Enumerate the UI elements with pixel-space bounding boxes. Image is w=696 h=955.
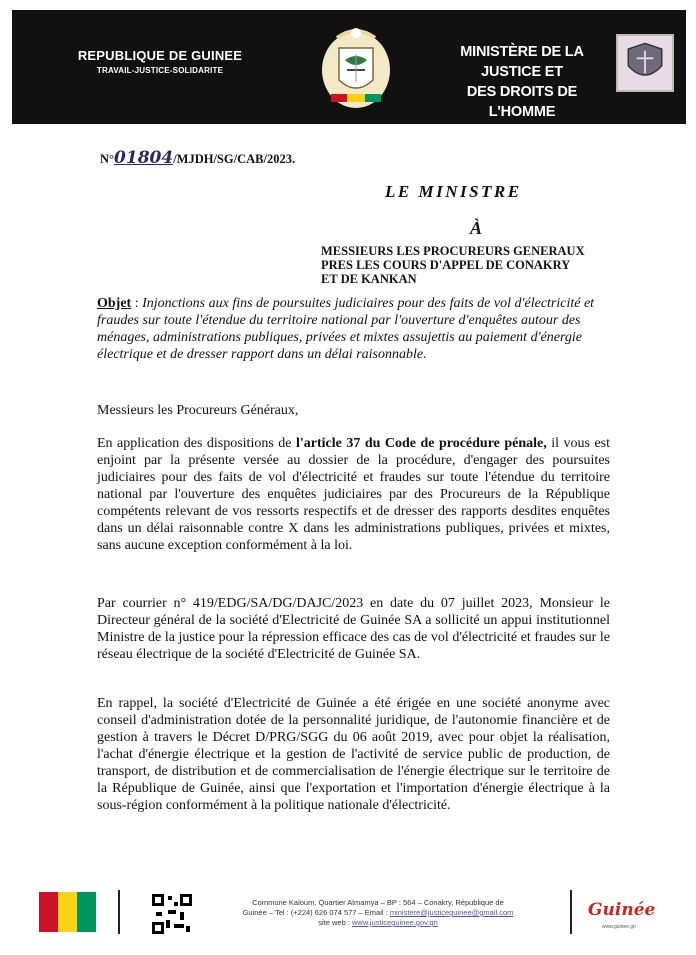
email-link[interactable]: ministere@justiceguinee@gmail.com	[389, 908, 514, 917]
ministry-seal-icon	[616, 34, 674, 92]
subject-label: Objet	[97, 296, 132, 311]
reference-suffix: /MJDH/SG/CAB/2023.	[173, 152, 296, 166]
ministry-name-line2: DES DROITS DE L'HOMME	[466, 84, 578, 120]
paragraph-rappel: En rappel, la société d'Electricité de Guinée a été érigée en une société anonyme avec conseil d'administration dotée de la personnalité juridique, de l'autonomie financière et de gestion à travers le Décret D/PRG/SGG du 06 août 2019, avec pour objet la réalisation, l'achat d'énergie électrique et la gestion de l'activité de service public de production, de transport, de distribution et de commercialisation de l'énergie électrique sur le territoire de la République de Guinée, ainsi que l'exportation et l'importation d'énergie électrique à la sous-région conformément à la politique nationale d'électricité.	[97, 696, 610, 813]
subject-text: Injonctions aux fins de poursuites judiciaires pour des faits de vol d'électricité et fraudes sur toute l'étendue du territoire national par l'ouverture d'enquêtes autour des ménages, administrations publiques, privées et mixtes assujettis au paiement d'énergie électrique et de dresser rapport dans un délai raisonnable.	[97, 296, 595, 362]
recipient-line: ET DE KANKAN	[321, 272, 417, 286]
guinee-brand-logo: Guinée	[588, 900, 656, 920]
reference-number	[100, 148, 295, 168]
paragraph-courrier: Par courrier n° 419/EDG/SA/DG/DAJC/2023 en date du 07 juillet 2023, Monsieur le Directeur général de la société d'Electricité de Guinée SA a sollicité un appui institutionnel Ministre de la justice pour la répression efficace des cas de vol d'électricité et fraudes sur le réseau électrique de la société d'Electricité de Guinée SA.	[97, 596, 610, 662]
flag-stripe-yellow	[58, 892, 77, 932]
qr-code-icon	[152, 894, 192, 934]
letter-footer	[0, 880, 696, 955]
address-line	[196, 908, 560, 918]
letterhead-banner	[12, 10, 686, 124]
recipients-block	[321, 244, 585, 286]
address-phone: Guinée – Tel : (+224) 626 074 577 – Email :	[242, 908, 390, 917]
paragraph1-bold-reference: l'article 37 du Code de procédure pénale,	[295, 436, 547, 451]
recipient-line: MESSIEURS LES PROCUREURS GENERAUX	[321, 244, 585, 258]
subject-block	[97, 295, 610, 363]
brand-url: www.guinee.gn	[602, 924, 636, 930]
paragraph1-rest: il vous est enjoint par la présente versée au dossier de la procédure, d'engager des poursuites judiciaires pour des faits de vol d'électricité et fraudes sur toute l'étendue du territoire national par l'ouverture des enquêtes judiciaires par des Procureurs de la République compétents relevant de vos ressorts respectifs et de dresser des rapports desdites enquêtes dans un délai raisonnable contre X dans les administrations publiques, privées et mixtes, sans aucune exception conformément à la loi.	[97, 436, 611, 553]
recipient-line: PRES LES COURS D'APPEL DE CONAKRY	[321, 258, 571, 272]
reference-prefix: N°	[100, 152, 115, 166]
contact-address	[196, 898, 560, 928]
footer-divider	[570, 890, 572, 934]
salutation: Messieurs les Procureurs Généraux,	[97, 403, 299, 418]
paragraph-article-37	[97, 435, 610, 554]
paragraph1-start: En application des dispositions de	[97, 436, 296, 451]
subject-colon: :	[131, 296, 143, 311]
national-motto: TRAVAIL-JUSTICE-SOLIDARITE	[96, 66, 224, 75]
website-link[interactable]: www.justiceguinee.gov.gn	[352, 918, 438, 927]
flag-stripe-red	[39, 892, 58, 932]
ministry-name-line1: MINISTÈRE DE LA JUSTICE ET	[460, 44, 584, 80]
coat-of-arms-icon	[317, 24, 395, 112]
address-line	[196, 918, 560, 928]
website-label: site web :	[318, 918, 352, 927]
sender-title: LE MINISTRE	[385, 182, 522, 201]
addressed-to: À	[470, 218, 483, 238]
republic-name: REPUBLIQUE DE GUINEE	[77, 48, 243, 63]
ministry-name	[432, 42, 612, 122]
republic-block	[70, 48, 250, 75]
guinea-flag-icon	[39, 892, 96, 932]
handwritten-number: 01804	[114, 148, 174, 168]
flag-stripe-green	[77, 892, 96, 932]
address-line: Commune Kaloum, Quartier Almamya – BP : 564 – Conakry, République de	[252, 898, 504, 907]
footer-divider	[118, 890, 120, 934]
